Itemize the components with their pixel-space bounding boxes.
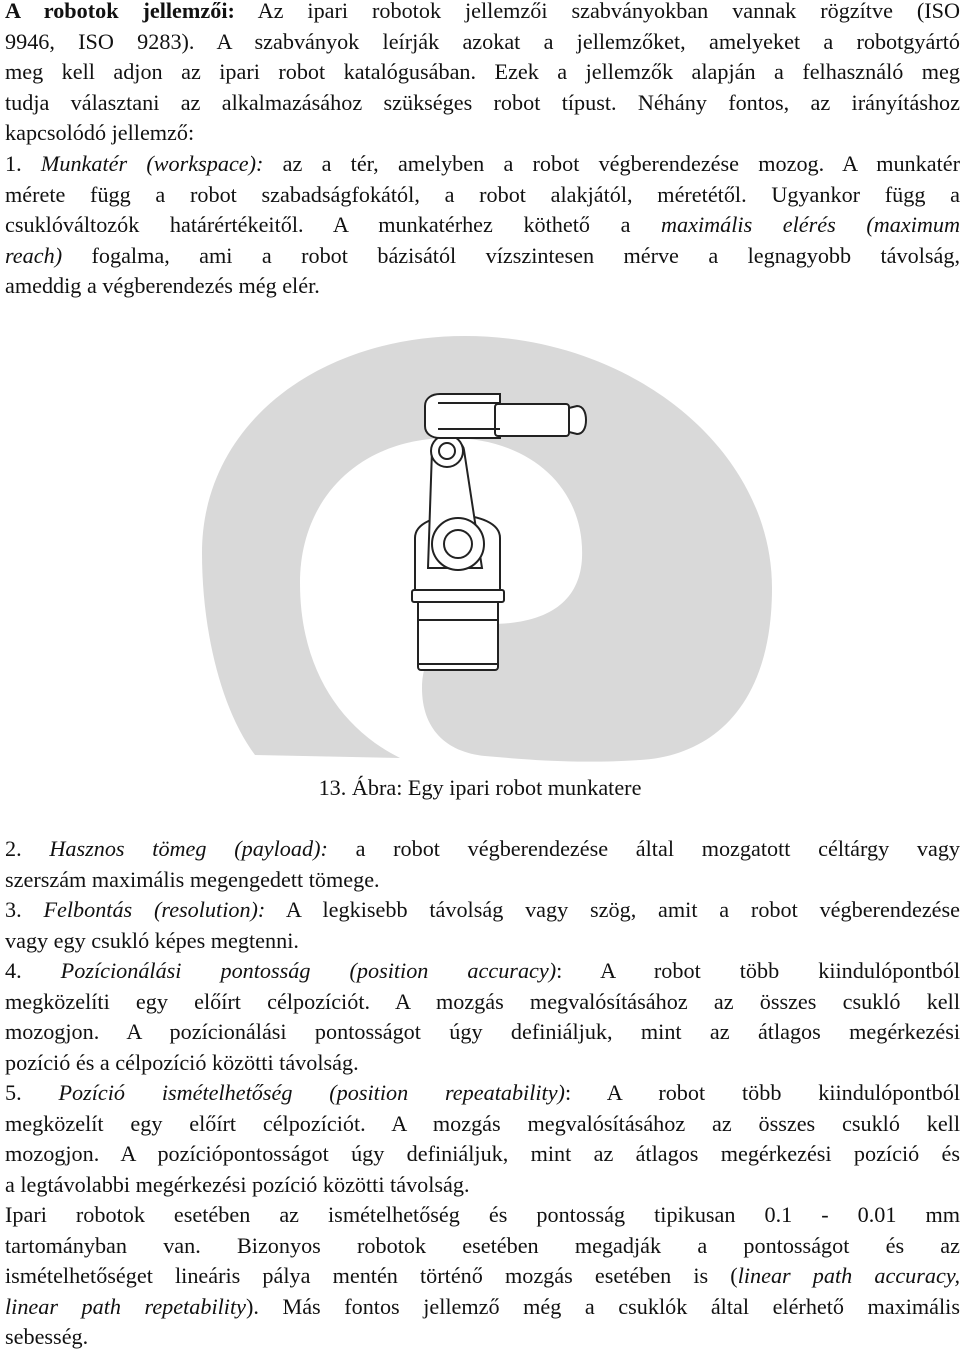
term-linear-path-accuracy: linear path accuracy, bbox=[737, 1263, 960, 1288]
term-resolution: Felbontás (resolution): bbox=[43, 897, 266, 922]
term-payload: Hasznos tömeg (payload): bbox=[49, 836, 328, 861]
term-linear-path-repetability: linear path repetability bbox=[5, 1293, 246, 1319]
robot-upper-arm bbox=[425, 394, 500, 438]
closing-paragraph: Ipari robotok esetében az ismételhetőség és pontosság tipikusan 0.1 - 0.01 mm tartományban van. Bizonyos robotok esetében megadják a pontosságot és az ismételhetőséget lineáris pálya mentén történő mozgás esetében is (linear path accuracy, linear path repetability). Más fontos jellemző még a csuklók által elérhető maximális sebesség. bbox=[5, 1202, 960, 1349]
term-workspace: Munkatér (workspace): bbox=[40, 151, 264, 176]
term-maximum-reach: maximális elérés (maximum bbox=[661, 212, 960, 237]
term-position-accuracy: Pozícionálási pontosság (position accuracy) bbox=[60, 958, 557, 983]
robot-base bbox=[418, 600, 498, 670]
characteristic-resolution: 3. Felbontás (resolution): A legkisebb távolság vagy szög, amit a robot végberendezése vagy egy csukló képes megtenni. bbox=[5, 897, 960, 953]
intro-paragraph: A robotok jellemzői: Az ipari robotok jellemzői szabványokban vannak rögzítve (ISO 9946, ISO 9283). A szabványok leírják azokat a jellemzőket, amelyeket a robotgyártó meg kell adjon az ipari robot katalógusában. Ezek a jellemzők alapján a felhasználó meg tudja választani az alkalmazásához szükséges robot típust. Néhány fontos, az irányításhoz kapcsolódó jellemző: bbox=[5, 0, 960, 145]
characteristic-position-repeatability: 5. Pozíció ismételhetőség (position repeatability): A robot több kiindulópontból megközelít egy előírt célpozíciót. A mozgás megvalósításához az összes csukló kell mozogjon. A pozíciópontosságot úgy definiáljuk, mint az átlagos megérkezési pozíció és a legtávolabbi megérkezési pozíció közötti távolság. bbox=[5, 1080, 960, 1197]
characteristic-position-accuracy: 4. Pozícionálási pontosság (position accuracy): A robot több kiindulópontból megközelíti egy előírt célpozíciót. A mozgás megvalósításához az összes csukló kell mozogjon. A pozícionálási pontosságot úgy definiáljuk, mint az átlagos megérkezési pozíció és a célpozíció közötti távolság. bbox=[5, 958, 960, 1075]
robot-workspace-figure bbox=[200, 328, 775, 768]
section-heading: A robotok jellemzői: bbox=[5, 0, 235, 23]
figure-caption: 13. Ábra: Egy ipari robot munkatere bbox=[318, 775, 642, 800]
term-position-repeatability: Pozíció ismételhetőség (position repeatability) bbox=[58, 1080, 565, 1105]
characteristic-workspace: 1. Munkatér (workspace): az a tér, amelyben a robot végberendezése mozog. A munkatér mérete függ a robot szabadságfokától, a robot alakjától, méretétől. Ugyankor függ a csuklóváltozók határértékeitől. A munkatérhez köthető a maximális elérés (maximum reach) fogalma, ami a robot bázisától vízszintesen mérve a legnagyobb távolság, ameddig a végberendezés még elér. bbox=[5, 151, 960, 298]
characteristics-list bbox=[5, 834, 960, 1353]
characteristic-payload: 2. Hasznos tömeg (payload): a robot végberendezése által mozgatott céltárgy vagy szerszám maximális megengedett tömege. bbox=[5, 836, 960, 892]
robot-wrist bbox=[569, 406, 586, 434]
